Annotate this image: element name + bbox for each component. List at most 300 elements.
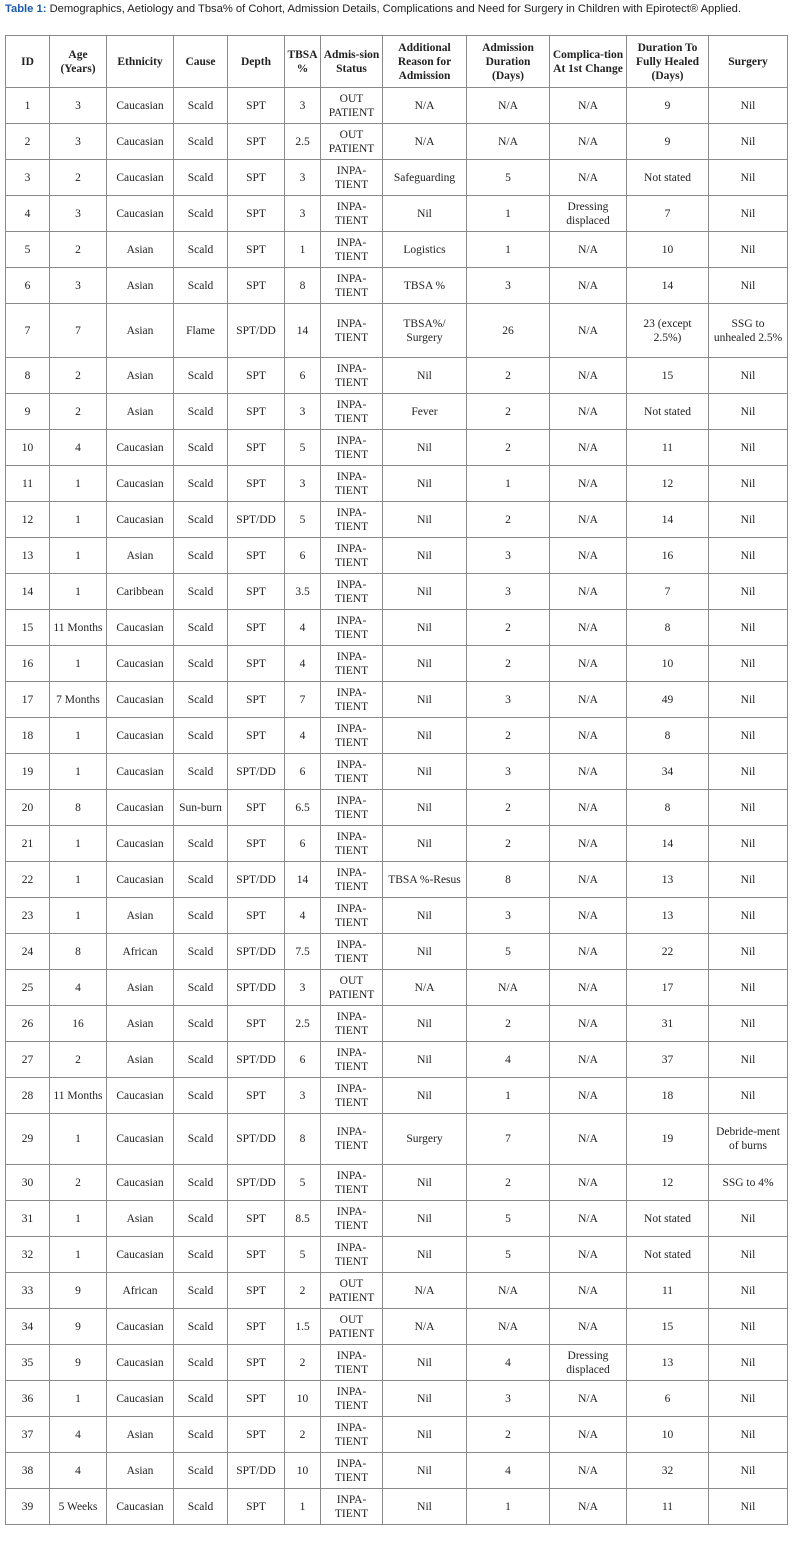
table-cell: 27: [6, 1042, 50, 1078]
table-cell: Not stated: [627, 1201, 709, 1237]
table-cell: 15: [6, 610, 50, 646]
table-cell: N/A: [550, 232, 627, 268]
table-cell: Nil: [709, 754, 788, 790]
table-cell: Scald: [174, 1114, 228, 1165]
table-cell: Scald: [174, 160, 228, 196]
table-cell: N/A: [383, 1309, 467, 1345]
table-cell: 10: [627, 1417, 709, 1453]
table-cell: INPA-TIENT: [321, 304, 383, 358]
table-cell: 7: [627, 574, 709, 610]
table-cell: SPT: [228, 394, 285, 430]
table-cell: SPT: [228, 124, 285, 160]
table-cell: 2: [467, 790, 550, 826]
table-cell: N/A: [383, 88, 467, 124]
table-cell: OUT PATIENT: [321, 124, 383, 160]
table-cell: INPA-TIENT: [321, 430, 383, 466]
table-cell: Caucasian: [107, 1381, 174, 1417]
table-cell: 1: [50, 826, 107, 862]
table-row: [6, 862, 788, 898]
table-cell: 1: [50, 466, 107, 502]
table-cell: INPA-TIENT: [321, 1114, 383, 1165]
table-cell: N/A: [550, 502, 627, 538]
table-cell: INPA-TIENT: [321, 1453, 383, 1489]
table-cell: INPA-TIENT: [321, 466, 383, 502]
table-cell: INPA-TIENT: [321, 196, 383, 232]
table-cell: 36: [6, 1381, 50, 1417]
table-cell: Nil: [383, 538, 467, 574]
table-cell: SPT: [228, 196, 285, 232]
table-cell: 5: [467, 1237, 550, 1273]
table-cell: SPT: [228, 1345, 285, 1381]
table-cell: 8: [627, 610, 709, 646]
table-cell: 14: [285, 862, 321, 898]
table-cell: 4: [285, 610, 321, 646]
table-cell: Nil: [709, 1006, 788, 1042]
table-cell: 2: [467, 1165, 550, 1201]
table-row: [6, 538, 788, 574]
table-cell: SPT/DD: [228, 934, 285, 970]
table-cell: SSG to 4%: [709, 1165, 788, 1201]
table-cell: 17: [627, 970, 709, 1006]
table-cell: N/A: [550, 826, 627, 862]
table-cell: Nil: [709, 124, 788, 160]
table-cell: Scald: [174, 1078, 228, 1114]
table-cell: N/A: [467, 88, 550, 124]
table-cell: Scald: [174, 1042, 228, 1078]
table-cell: OUT PATIENT: [321, 1273, 383, 1309]
table-cell: SPT/DD: [228, 1453, 285, 1489]
table-cell: TBSA%/ Surgery: [383, 304, 467, 358]
table-cell: SPT: [228, 538, 285, 574]
table-row: [6, 88, 788, 124]
table-cell: 18: [627, 1078, 709, 1114]
table-cell: 1: [50, 1237, 107, 1273]
table-cell: 11 Months: [50, 610, 107, 646]
table-cell: 26: [6, 1006, 50, 1042]
table-cell: Caucasian: [107, 862, 174, 898]
table-cell: N/A: [550, 646, 627, 682]
table-row: [6, 1165, 788, 1201]
table-cell: Scald: [174, 574, 228, 610]
table-row: [6, 268, 788, 304]
table-cell: INPA-TIENT: [321, 1006, 383, 1042]
table-cell: 23 (except 2.5%): [627, 304, 709, 358]
table-cell: Nil: [383, 430, 467, 466]
table-cell: Nil: [383, 574, 467, 610]
table-cell: 5: [285, 1237, 321, 1273]
table-cell: N/A: [550, 1453, 627, 1489]
table-cell: Nil: [383, 610, 467, 646]
table-cell: Asian: [107, 1417, 174, 1453]
table-cell: Scald: [174, 1417, 228, 1453]
table-cell: Nil: [709, 682, 788, 718]
table-cell: Nil: [383, 790, 467, 826]
table-cell: SPT/DD: [228, 1114, 285, 1165]
table-cell: SPT: [228, 1078, 285, 1114]
table-cell: INPA-TIENT: [321, 1201, 383, 1237]
table-cell: 8.5: [285, 1201, 321, 1237]
table-row: [6, 1381, 788, 1417]
table-cell: 2: [50, 394, 107, 430]
table-cell: N/A: [550, 124, 627, 160]
table-cell: 9: [50, 1309, 107, 1345]
table-cell: Nil: [709, 574, 788, 610]
table-cell: SPT: [228, 1381, 285, 1417]
table-cell: 18: [6, 718, 50, 754]
table-row: [6, 1078, 788, 1114]
table-cell: 14: [6, 574, 50, 610]
table-cell: 10: [627, 232, 709, 268]
table-cell: SPT: [228, 610, 285, 646]
table-cell: Nil: [709, 394, 788, 430]
table-cell: 2.5: [285, 1006, 321, 1042]
table-cell: INPA-TIENT: [321, 394, 383, 430]
table-cell: Nil: [383, 1417, 467, 1453]
table-cell: 11 Months: [50, 1078, 107, 1114]
table-row: [6, 574, 788, 610]
table-cell: Nil: [383, 1237, 467, 1273]
table-cell: INPA-TIENT: [321, 160, 383, 196]
table-cell: 8: [50, 790, 107, 826]
table-cell: Scald: [174, 1165, 228, 1201]
table-cell: Nil: [709, 268, 788, 304]
table-cell: 1: [50, 1201, 107, 1237]
column-header: TBSA %: [285, 36, 321, 88]
table-cell: Caribbean: [107, 574, 174, 610]
table-cell: Asian: [107, 1006, 174, 1042]
table-cell: Asian: [107, 304, 174, 358]
table-cell: Caucasian: [107, 160, 174, 196]
table-cell: 2: [6, 124, 50, 160]
table-cell: N/A: [550, 466, 627, 502]
table-cell: Scald: [174, 718, 228, 754]
table-cell: 5: [467, 1201, 550, 1237]
table-cell: Nil: [709, 160, 788, 196]
table-cell: Nil: [383, 1078, 467, 1114]
table-cell: Nil: [709, 232, 788, 268]
table-cell: Surgery: [383, 1114, 467, 1165]
table-cell: 12: [6, 502, 50, 538]
table-cell: 20: [6, 790, 50, 826]
table-cell: N/A: [383, 1273, 467, 1309]
table-cell: 1: [50, 898, 107, 934]
table-cell: Scald: [174, 358, 228, 394]
table-cell: Scald: [174, 934, 228, 970]
table-cell: 6: [285, 538, 321, 574]
table-cell: 6: [285, 754, 321, 790]
table-cell: African: [107, 1273, 174, 1309]
table-cell: 3: [285, 88, 321, 124]
table-cell: 13: [627, 1345, 709, 1381]
table-cell: N/A: [550, 574, 627, 610]
table-cell: SPT: [228, 682, 285, 718]
table-row: [6, 1489, 788, 1525]
table-cell: 1: [467, 466, 550, 502]
table-cell: 7: [285, 682, 321, 718]
table-cell: Dressing displaced: [550, 196, 627, 232]
table-cell: 2: [467, 826, 550, 862]
table-cell: SPT/DD: [228, 304, 285, 358]
table-cell: 9: [50, 1345, 107, 1381]
table-cell: Caucasian: [107, 754, 174, 790]
table-cell: 5: [285, 502, 321, 538]
table-cell: N/A: [550, 682, 627, 718]
table-row: [6, 682, 788, 718]
table-cell: Scald: [174, 970, 228, 1006]
table-cell: 23: [6, 898, 50, 934]
table-cell: INPA-TIENT: [321, 718, 383, 754]
table-body: [6, 88, 788, 1525]
table-cell: 7: [627, 196, 709, 232]
table-cell: 32: [6, 1237, 50, 1273]
table-cell: INPA-TIENT: [321, 754, 383, 790]
table-cell: N/A: [383, 124, 467, 160]
table-cell: Caucasian: [107, 682, 174, 718]
table-row: [6, 718, 788, 754]
table-cell: 2: [285, 1273, 321, 1309]
table-cell: 3: [467, 1381, 550, 1417]
table-cell: 3: [285, 466, 321, 502]
table-cell: 3: [285, 970, 321, 1006]
table-cell: Nil: [709, 862, 788, 898]
table-cell: 3: [467, 682, 550, 718]
table-cell: OUT PATIENT: [321, 1309, 383, 1345]
table-row: [6, 790, 788, 826]
table-cell: Caucasian: [107, 646, 174, 682]
table-cell: Nil: [709, 1453, 788, 1489]
table-cell: SPT/DD: [228, 970, 285, 1006]
table-row: [6, 232, 788, 268]
table-cell: 10: [627, 646, 709, 682]
table-cell: SPT: [228, 1237, 285, 1273]
table-cell: Scald: [174, 538, 228, 574]
table-cell: 29: [6, 1114, 50, 1165]
table-cell: N/A: [550, 1078, 627, 1114]
table-cell: 4: [50, 970, 107, 1006]
table-cell: 1: [467, 232, 550, 268]
table-cell: INPA-TIENT: [321, 790, 383, 826]
table-cell: SPT: [228, 1273, 285, 1309]
table-cell: 3: [6, 160, 50, 196]
table-cell: N/A: [550, 430, 627, 466]
table-cell: TBSA %: [383, 268, 467, 304]
table-cell: N/A: [550, 1042, 627, 1078]
table-cell: SPT: [228, 1006, 285, 1042]
table-cell: N/A: [550, 898, 627, 934]
table-cell: Nil: [383, 1489, 467, 1525]
table-cell: Scald: [174, 1345, 228, 1381]
table-cell: Caucasian: [107, 826, 174, 862]
table-cell: 7: [6, 304, 50, 358]
table-cell: Scald: [174, 1453, 228, 1489]
table-cell: SPT: [228, 718, 285, 754]
table-cell: Nil: [383, 358, 467, 394]
table-cell: 7: [50, 304, 107, 358]
table-cell: 4: [467, 1345, 550, 1381]
table-cell: Nil: [383, 466, 467, 502]
table-cell: N/A: [550, 1489, 627, 1525]
table-cell: Nil: [383, 754, 467, 790]
table-cell: 19: [627, 1114, 709, 1165]
table-cell: 6.5: [285, 790, 321, 826]
table-cell: 2: [50, 160, 107, 196]
table-cell: Asian: [107, 232, 174, 268]
table-cell: 22: [627, 934, 709, 970]
table-cell: Asian: [107, 970, 174, 1006]
table-cell: 6: [6, 268, 50, 304]
table-cell: Not stated: [627, 1237, 709, 1273]
table-cell: Asian: [107, 1453, 174, 1489]
table-cell: INPA-TIENT: [321, 1042, 383, 1078]
table-cell: INPA-TIENT: [321, 268, 383, 304]
table-cell: Nil: [383, 1042, 467, 1078]
table-cell: 1: [285, 1489, 321, 1525]
table-cell: 5 Weeks: [50, 1489, 107, 1525]
table-cell: Dressing displaced: [550, 1345, 627, 1381]
table-cell: 2: [467, 718, 550, 754]
table-cell: Nil: [709, 1042, 788, 1078]
table-cell: 3: [50, 124, 107, 160]
table-cell: SPT: [228, 1309, 285, 1345]
table-cell: Asian: [107, 1042, 174, 1078]
table-cell: Scald: [174, 826, 228, 862]
table-cell: N/A: [550, 862, 627, 898]
table-cell: 4: [50, 1453, 107, 1489]
table-cell: 25: [6, 970, 50, 1006]
table-cell: 1: [50, 862, 107, 898]
table-cell: INPA-TIENT: [321, 1345, 383, 1381]
column-header: Age (Years): [50, 36, 107, 88]
table-cell: SPT: [228, 1489, 285, 1525]
table-cell: 3: [467, 754, 550, 790]
table-cell: 14: [627, 502, 709, 538]
table-cell: 15: [627, 1309, 709, 1345]
table-cell: 31: [627, 1006, 709, 1042]
table-cell: 2: [467, 646, 550, 682]
table-caption: [5, 3, 790, 16]
table-cell: Flame: [174, 304, 228, 358]
table-cell: 38: [6, 1453, 50, 1489]
table-cell: N/A: [550, 304, 627, 358]
table-cell: Nil: [709, 538, 788, 574]
table-cell: 8: [50, 934, 107, 970]
table-cell: Scald: [174, 88, 228, 124]
table-cell: Scald: [174, 646, 228, 682]
table-cell: 21: [6, 826, 50, 862]
table-cell: 13: [627, 898, 709, 934]
table-cell: Scald: [174, 610, 228, 646]
table-cell: SPT/DD: [228, 1042, 285, 1078]
table-cell: Scald: [174, 1237, 228, 1273]
header-row: [6, 36, 788, 88]
table-cell: Scald: [174, 898, 228, 934]
table-cell: SPT: [228, 826, 285, 862]
table-cell: Scald: [174, 1381, 228, 1417]
table-cell: SPT/DD: [228, 754, 285, 790]
table-cell: Scald: [174, 124, 228, 160]
table-cell: Scald: [174, 1201, 228, 1237]
table-cell: Nil: [709, 1309, 788, 1345]
table-cell: N/A: [467, 1309, 550, 1345]
table-cell: INPA-TIENT: [321, 826, 383, 862]
table-cell: Nil: [709, 196, 788, 232]
table-cell: 4: [50, 430, 107, 466]
table-cell: 4: [285, 646, 321, 682]
table-row: [6, 826, 788, 862]
table-cell: 31: [6, 1201, 50, 1237]
table-row: [6, 430, 788, 466]
table-cell: 4: [285, 898, 321, 934]
table-row: [6, 304, 788, 358]
table-cell: Nil: [709, 1273, 788, 1309]
table-cell: N/A: [550, 790, 627, 826]
table-cell: 4: [50, 1417, 107, 1453]
table-cell: Caucasian: [107, 1078, 174, 1114]
table-cell: 14: [627, 826, 709, 862]
table-cell: Asian: [107, 394, 174, 430]
table-cell: 16: [627, 538, 709, 574]
table-row: [6, 610, 788, 646]
table-cell: INPA-TIENT: [321, 646, 383, 682]
table-cell: 6: [285, 826, 321, 862]
table-cell: 3: [50, 268, 107, 304]
table-cell: 2: [467, 1417, 550, 1453]
column-header: Depth: [228, 36, 285, 88]
table-cell: Caucasian: [107, 196, 174, 232]
table-cell: 2: [285, 1417, 321, 1453]
table-cell: Nil: [709, 358, 788, 394]
table-cell: N/A: [550, 1165, 627, 1201]
table-cell: 3: [467, 574, 550, 610]
table-cell: 2: [467, 502, 550, 538]
table-cell: Caucasian: [107, 502, 174, 538]
table-cell: INPA-TIENT: [321, 232, 383, 268]
table-cell: Caucasian: [107, 1237, 174, 1273]
table-cell: 3: [50, 88, 107, 124]
table-cell: 22: [6, 862, 50, 898]
table-cell: 34: [6, 1309, 50, 1345]
table-cell: 7.5: [285, 934, 321, 970]
table-cell: 14: [285, 304, 321, 358]
table-cell: SSG to unhealed 2.5%: [709, 304, 788, 358]
table-cell: 4: [467, 1042, 550, 1078]
table-cell: INPA-TIENT: [321, 862, 383, 898]
table-cell: Asian: [107, 358, 174, 394]
table-cell: Nil: [383, 934, 467, 970]
table-cell: 13: [6, 538, 50, 574]
table-cell: Scald: [174, 682, 228, 718]
table-cell: Debride-ment of burns: [709, 1114, 788, 1165]
table-cell: INPA-TIENT: [321, 1417, 383, 1453]
table-cell: Scald: [174, 430, 228, 466]
table-cell: 34: [627, 754, 709, 790]
table-cell: Scald: [174, 1273, 228, 1309]
table-cell: 1: [50, 538, 107, 574]
table-row: [6, 1273, 788, 1309]
table-cell: N/A: [550, 1273, 627, 1309]
table-cell: TBSA %-Resus: [383, 862, 467, 898]
table-row: [6, 502, 788, 538]
table-cell: Scald: [174, 1489, 228, 1525]
table-cell: SPT/DD: [228, 862, 285, 898]
table-cell: Nil: [709, 718, 788, 754]
table-cell: 1: [467, 1078, 550, 1114]
table-cell: Caucasian: [107, 124, 174, 160]
table-row: [6, 754, 788, 790]
table-cell: Scald: [174, 466, 228, 502]
table-cell: OUT PATIENT: [321, 88, 383, 124]
table-cell: SPT: [228, 358, 285, 394]
